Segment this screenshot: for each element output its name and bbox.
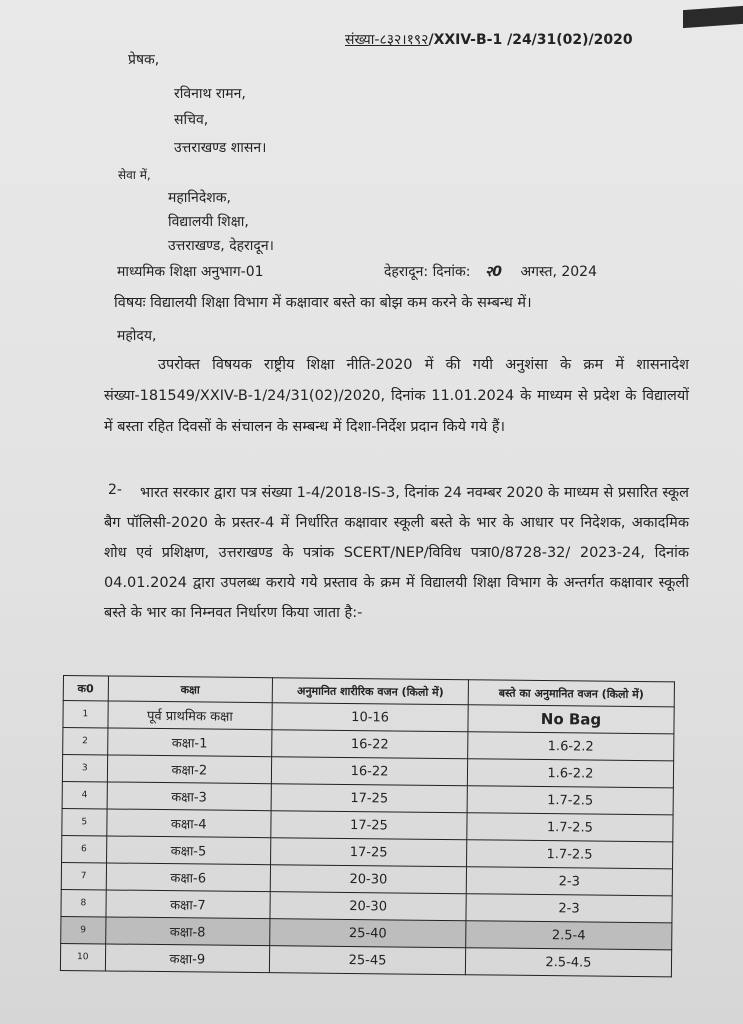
row-serial: 9	[61, 916, 106, 943]
row-serial: 3	[62, 755, 107, 782]
row-class: कक्षा-2	[107, 755, 272, 784]
row-bag-weight: 1.6-2.2	[468, 732, 674, 761]
row-class: कक्षा-5	[106, 836, 271, 865]
row-body-weight: 20-30	[270, 865, 466, 894]
row-body-weight: 17-25	[271, 838, 467, 867]
section-name: माध्यमिक शिक्षा अनुभाग-01	[117, 264, 264, 280]
row-serial: 6	[62, 835, 107, 862]
row-bag-weight: 2-3	[466, 867, 672, 896]
row-body-weight: 17-25	[271, 784, 467, 813]
row-bag-weight: 1.6-2.2	[467, 759, 673, 788]
row-class: कक्षा-7	[105, 890, 270, 919]
sender-name: रविनाथ रामन,	[174, 86, 246, 102]
reference-code: /XXIV-B-1 /24/31(02)/2020	[428, 32, 633, 48]
row-class: कक्षा-4	[106, 809, 271, 838]
row-class: कक्षा-6	[106, 863, 271, 892]
sender-office: उत्तराखण्ड शासन।	[174, 140, 267, 156]
sender-designation: सचिव,	[174, 112, 209, 128]
row-class: कक्षा-1	[107, 728, 272, 757]
bag-weight-table	[60, 675, 675, 977]
paragraph-2-number: 2-	[108, 482, 122, 498]
row-body-weight: 25-45	[270, 946, 466, 975]
row-serial: 1	[63, 701, 108, 728]
header-serial: क0	[63, 676, 108, 701]
date-month-year: अगस्त, 2024	[520, 264, 597, 280]
reference-handwritten: ८३२।१९२	[379, 32, 429, 48]
header-class: कक्षा	[108, 676, 273, 703]
paragraph-1: उपरोक्त विषयक राष्ट्रीय शिक्षा नीति-2020 में की गयी अनुशंसा के क्रम में शासनादेश संख्या-181549/XXIV-B-1/24/31(02)/2020, दिनांक 11.01.2024 के माध्यम से प्रदेश के विद्यालयों में बस्ता रहित दिवसों के संचालन के सम्बन्ध में दिशा-निर्देश प्रदान किये गये हैं।	[104, 357, 689, 435]
row-serial: 8	[61, 889, 106, 916]
recipient-department: विद्यालयी शिक्षा,	[168, 214, 249, 230]
date-day: २0	[484, 264, 502, 280]
row-class: पूर्व प्राथमिक कक्षा	[107, 701, 272, 730]
row-class: कक्षा-8	[105, 917, 270, 946]
recipient-location: उत्तराखण्ड, देहरादून।	[168, 238, 274, 254]
date-place: देहरादून: दिनांक:	[384, 264, 471, 280]
row-serial: 4	[62, 781, 107, 808]
row-bag-weight: 1.7-2.5	[467, 813, 673, 842]
reference-prefix: संख्या-	[345, 32, 380, 48]
row-body-weight: 17-25	[271, 811, 467, 840]
reference-number	[345, 30, 633, 49]
from-label: प्रेषक,	[128, 52, 160, 68]
row-bag-weight: No Bag	[468, 705, 674, 734]
row-class: कक्षा-3	[107, 782, 272, 811]
row-bag-weight: 1.7-2.5	[467, 786, 673, 815]
row-body-weight: 16-22	[272, 730, 468, 759]
row-bag-weight: 2-3	[466, 894, 672, 923]
row-serial: 10	[60, 943, 105, 970]
to-label: सेवा में,	[118, 168, 151, 182]
row-body-weight: 20-30	[270, 892, 466, 921]
table-row	[60, 943, 671, 976]
date-line	[384, 262, 597, 281]
header-body-weight: अनुमानित शारीरिक वजन (किलो में)	[272, 678, 468, 705]
paragraph-2: भारत सरकार द्वारा पत्र संख्या 1-4/2018-IS-3, दिनांक 24 नवम्बर 2020 के माध्यम से प्रसारित स्कूल बैग पॉलिसी-2020 के प्रस्तर-4 में निर्धारित कक्षावार स्कूली बस्ते के भार के आधार पर निदेशक, अकादमिक शोध एवं प्रशिक्षण, उत्तराखण्ड के पत्रांक SCERT/NEP/विविध पत्रा0/8728-32/ 2023-24, दिनांक 04.01.2024 द्वारा उपलब्ध कराये गये प्रस्ताव के क्रम में विद्यालयी शिक्षा विभाग के अन्तर्गत कक्षावार स्कूली बस्ते के भार का निम्नवत निर्धारण किया जाता है:-	[104, 485, 689, 621]
salutation: महोदय,	[117, 328, 157, 344]
row-serial: 7	[61, 862, 106, 889]
binder-tab-mark	[683, 6, 743, 28]
row-class: कक्षा-9	[105, 944, 270, 973]
header-bag-weight: बस्ते का अनुमानित वजन (किलो में)	[468, 680, 674, 707]
row-body-weight: 10-16	[272, 703, 468, 732]
subject-line: विषयः विद्यालयी शिक्षा विभाग में कक्षावार बस्ते का बोझ कम करने के सम्बन्ध में।	[114, 295, 532, 311]
row-body-weight: 25-40	[270, 919, 466, 948]
row-serial: 2	[63, 728, 108, 755]
row-bag-weight: 1.7-2.5	[466, 840, 672, 869]
recipient-name: महानिदेशक,	[168, 190, 231, 206]
row-bag-weight: 2.5-4	[466, 921, 672, 950]
row-serial: 5	[62, 808, 107, 835]
row-body-weight: 16-22	[272, 757, 468, 786]
row-bag-weight: 2.5-4.5	[465, 948, 671, 977]
